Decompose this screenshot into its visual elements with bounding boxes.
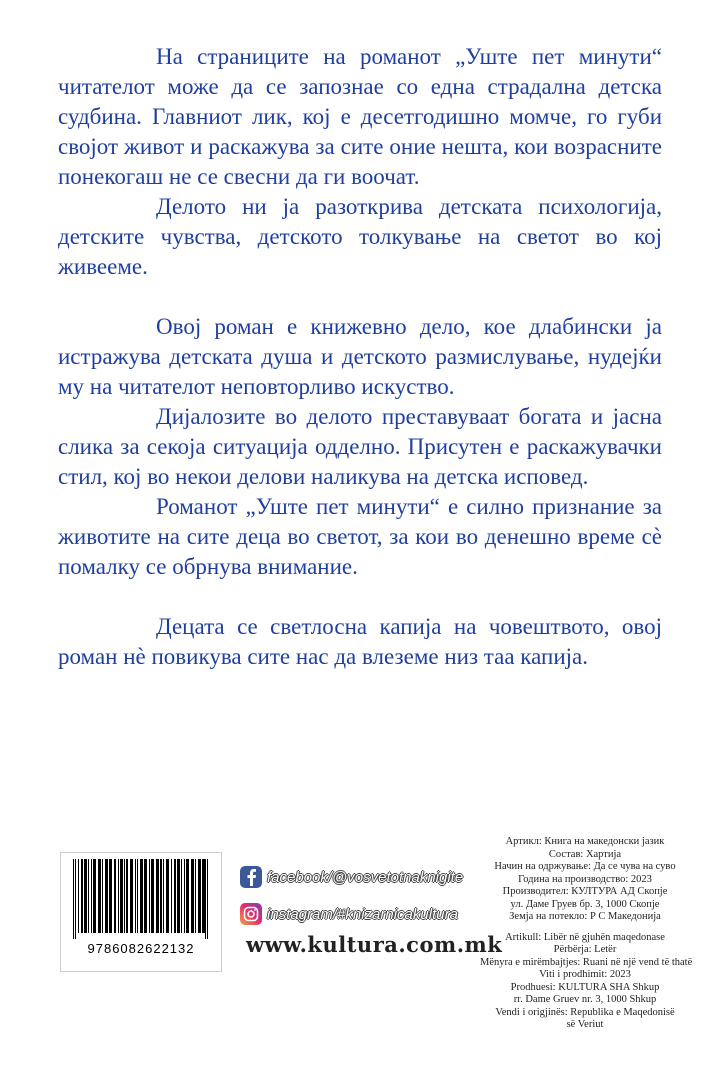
barcode-bar — [120, 859, 123, 933]
barcode-bar — [126, 859, 128, 933]
barcode-number: 9786082622132 — [87, 941, 195, 956]
barcode-bar — [137, 859, 138, 933]
barcode-bar — [93, 859, 96, 933]
label-mk-material: Состав: Хартија — [548, 848, 622, 860]
barcode-bars — [69, 859, 213, 939]
barcode-bar — [191, 859, 194, 933]
barcode-bar — [140, 859, 143, 933]
label-mk-storage: Начин на одржување: Да се чува на суво — [494, 861, 676, 872]
product-label — [480, 836, 693, 1032]
barcode-bar — [91, 859, 92, 933]
barcode-bar — [174, 859, 176, 933]
label-sq-address: rr. Dame Gruev nr. 3, 1000 Shkup — [513, 994, 657, 1005]
blurb-paragraph-2: Делото ни ја разоткрива детската психологија, детските чувства, детското толкување на светот во кој живееме. — [58, 194, 662, 279]
instagram-handle: instagram/#knizarnicakultura — [267, 905, 458, 923]
label-mk-address: ул. Даме Груев бр. 3, 1000 Скопје — [510, 898, 660, 910]
barcode-bar — [186, 859, 189, 933]
label-sq-year: Viti i prodhimit: 2023 — [539, 969, 631, 980]
barcode-bar — [75, 859, 76, 939]
barcode-bar — [124, 859, 125, 933]
label-sq-storage: Mënyra e mirëmbajtjes: Ruani në një vend të thatë — [480, 956, 693, 968]
barcode-bar — [118, 859, 119, 933]
barcode-bar — [198, 859, 201, 933]
barcode-bar — [102, 859, 103, 933]
label-sq-material: Përbërja: Letër — [553, 944, 617, 955]
barcode-bar — [105, 859, 108, 933]
barcode-bar — [73, 859, 74, 939]
instagram-icon — [240, 903, 262, 925]
barcode-bar — [109, 859, 112, 933]
facebook-handle: facebook/@vosvetotnaknigite — [267, 868, 464, 886]
label-mk-producer: Производител: КУЛТУРА АД Скопје — [502, 886, 668, 897]
blurb-paragraph-3: Овој роман е книжевно дело, кое длабински ја истражува детската душа и детското размислување, нудејќи му на читателот неповторливо искуство. — [58, 314, 662, 399]
label-mk-origin: Земја на потекло: Р С Македонија — [509, 911, 661, 922]
barcode-bar — [163, 859, 164, 933]
website-url[interactable]: www.kultura.com.mk — [246, 932, 503, 957]
blurb-paragraph-6: Децата се светлосна капија на човештвото, овој роман нѐ повикува сите нас да влеземе низ таа капија. — [58, 614, 662, 669]
isbn-barcode — [60, 852, 222, 972]
barcode-bar — [202, 859, 205, 933]
label-sq-origin-cont: së Veriut — [566, 1019, 604, 1030]
blurb-paragraph-4: Дијалозите во делото преставуваат богата и јасна слика за секоја ситуација одделно. Присутен е раскажувачки стил, кој во некои делови наликува на детска исповед. — [58, 404, 662, 489]
barcode-bar — [144, 859, 147, 933]
barcode-bar — [81, 859, 83, 933]
back-cover-blurb — [58, 42, 662, 672]
instagram-link[interactable] — [240, 901, 458, 927]
barcode-bar — [184, 859, 185, 933]
barcode-bar — [166, 859, 169, 933]
barcode-bar — [149, 859, 150, 933]
barcode-bar — [130, 859, 133, 933]
label-sq-article: Artikull: Libër në gjuhën maqedonase — [505, 931, 665, 943]
facebook-link[interactable] — [240, 864, 463, 890]
barcode-bar — [156, 859, 159, 933]
barcode-bar — [171, 859, 172, 933]
barcode-bar — [177, 859, 180, 933]
barcode-bar — [88, 859, 89, 933]
barcode-bar — [135, 859, 136, 933]
barcode-bar — [205, 859, 206, 939]
blurb-paragraph-5: Романот „Уште пет минути“ е силно признание за животите на сите деца во светот, за кои во денешно време сѐ помалку се обрнува внимание. — [58, 494, 662, 579]
barcode-bar — [160, 859, 162, 933]
barcode-bar — [195, 859, 196, 933]
label-sq-producer: Prodhuesi: KULTURA SHA Shkup — [510, 981, 660, 993]
facebook-icon — [240, 866, 262, 888]
label-mk-article: Артикл: Книга на македонски јазик — [505, 836, 665, 847]
blurb-paragraph-1: На страниците на романот „Уште пет минути“ читателот може да се запознае со една страдална детска судбина. Главниот лик, кој е десетгодишно момче, го губи својот живот и раскажува за сите оние нешта, кои возрасните понекогаш не се свесни да ги воочат. — [58, 44, 662, 189]
barcode-bar — [78, 859, 79, 933]
barcode-bar — [151, 859, 154, 933]
barcode-bar — [181, 859, 182, 933]
label-sq-origin: Vendi i origjinës: Republika e Maqedonisë — [495, 1006, 675, 1018]
label-mk-year: Година на производство: 2023 — [518, 873, 652, 885]
barcode-bar — [114, 859, 116, 933]
barcode-bar — [84, 859, 87, 933]
barcode-bar — [98, 859, 101, 933]
barcode-bar — [207, 859, 208, 939]
